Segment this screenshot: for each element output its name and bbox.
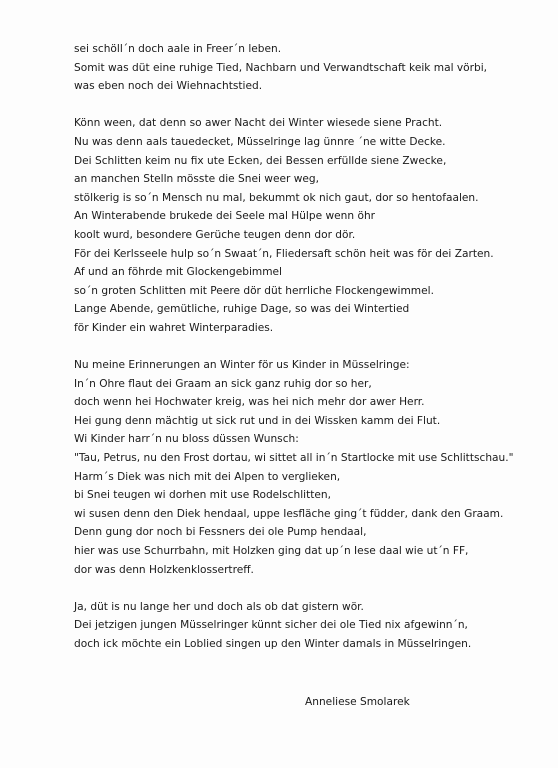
text-line: För dei Kerlsseele hulp so´n Swaat´n, Fliedersaft schön heit was för dei Zarten. [74,247,494,260]
text-line: wi susen denn den Diek hendaal, uppe Iesfläche ging´t füdder, dank den Graam. [74,507,504,520]
text-line: "Tau, Petrus, nu den Frost dortau, wi sittet all in´n Startlocke mit use Schlittschau." [74,452,514,465]
text-line: Ja, düt is nu lange her und doch als ob dat gistern wör. [74,600,364,613]
text-line: Lange Abende, gemütliche, ruhige Dage, so was dei Wintertied [74,303,410,316]
text-line: Dei Schlitten keim nu fix ute Ecken, dei Bessen erfüllde siene Zwecke, [74,154,447,167]
text-line: Af und an föhrde mit Glockengebimmel [74,266,283,279]
text-line: Hei gung denn mächtig ut sick rut und in dei Wissken kamm dei Flut. [74,414,441,427]
author-signature: Anneliese Smolarek [305,696,410,708]
text-line: bi Snei teugen wi dorhen mit use Rodelschlitten, [74,489,331,502]
text-line: hier was use Schurrbahn, mit Holzken ging dat up´n Iese daal wie ut´n FF, [74,545,469,558]
paragraph-gap [74,96,544,115]
text-line: Könn ween, dat denn so awer Nacht dei Winter wiesede siene Pracht. [74,117,443,130]
text-line: Dei jetzigen jungen Müsselringer künnt sicher dei ole Tied nix afgewinn´n, [74,619,468,632]
poem-text [74,40,544,654]
text-line: Harm´s Diek was nich mit dei Alpen to verglieken, [74,470,341,483]
text-line: för Kinder ein wahret Winterparadies. [74,321,274,334]
text-line: koolt wurd, besondere Gerüche teugen denn dor dör. [74,228,356,241]
text-line: an manchen Stelln mösste die Snei weer weg, [74,173,319,186]
text-line: In´n Ohre flaut dei Graam an sick ganz ruhig dor so her, [74,377,372,390]
text-line: dor was denn Holzkenklossertreff. [74,563,254,576]
text-line: Wi Kinder harr´n nu bloss düssen Wunsch: [74,433,299,446]
text-line: doch ick möchte ein Loblied singen up den Winter damals in Müsselringen. [74,638,472,650]
text-line: An Winterabende brukede dei Seele mal Hülpe wenn öhr [74,210,376,223]
text-line: stölkerig is so´n Mensch nu mal, bekummt ok nich gaut, dor so hentofaalen. [74,191,479,204]
text-line: so´n groten Schlitten mit Peere dör düt herrliche Flockengewimmel. [74,284,434,297]
text-line: doch wenn hei Hochwater kreig, was hei nich mehr dor awer Herr. [74,396,425,409]
paragraph-gap [74,579,544,598]
text-line: Denn gung dor noch bi Fessners dei ole Pump hendaal, [74,526,367,539]
paragraph-gap [74,338,544,357]
text-line: Nu meine Erinnerungen an Winter för us Kinder in Müsselringe: [74,359,410,372]
text-line: Nu was denn aals tauedecket, Müsselringe lag ünnre ´ne witte Decke. [74,135,446,148]
text-line: Somit was düt eine ruhige Tied, Nachbarn und Verwandtschaft keik mal vörbi, [74,61,488,74]
text-line: sei schöll´n doch aale in Freer´n leben. [74,43,282,55]
text-line: was eben noch dei Wiehnachtstied. [74,80,263,93]
